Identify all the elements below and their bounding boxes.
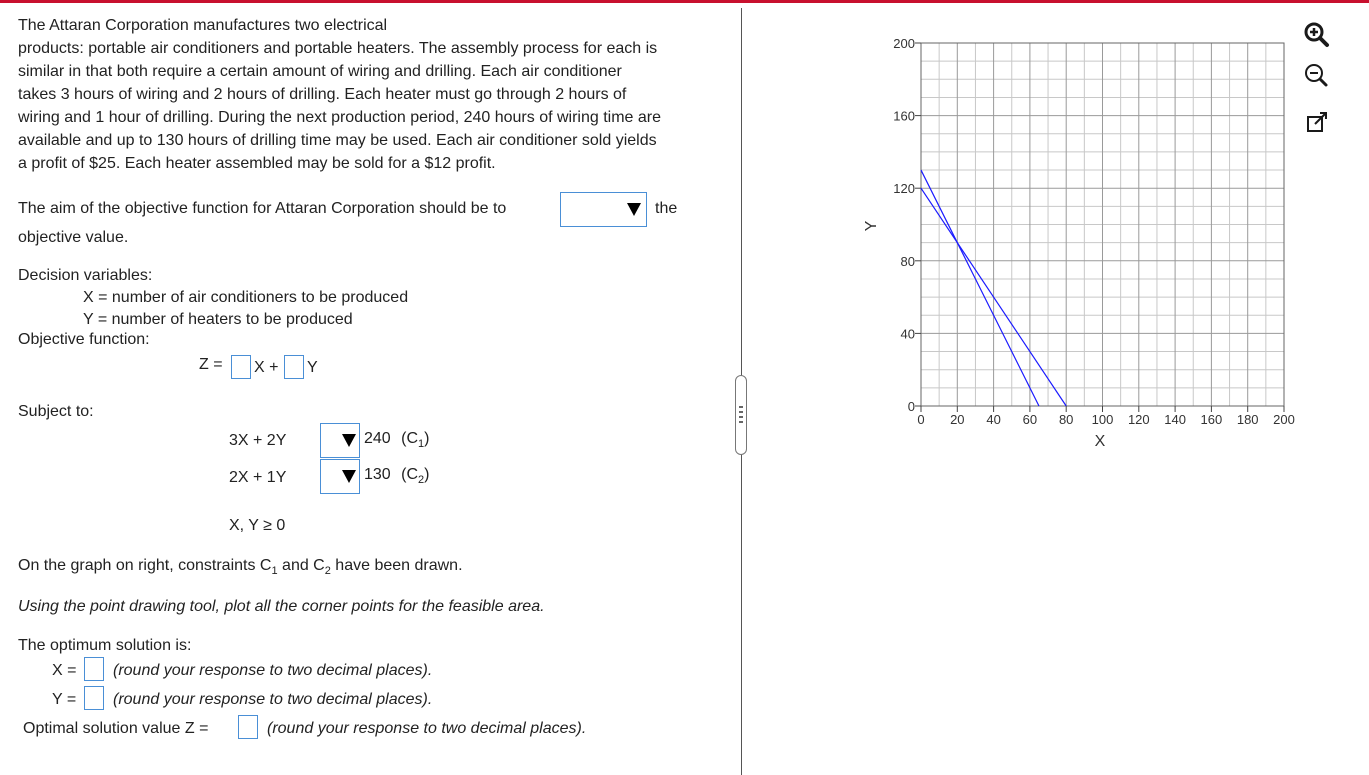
x-tick-label: 120 xyxy=(1127,412,1150,427)
solution-y-label: Y = xyxy=(52,691,77,708)
solution-x-label: X = xyxy=(52,662,77,679)
constraint-1-tag: C xyxy=(406,430,419,447)
x-tick-label: 140 xyxy=(1164,412,1186,427)
constraint-1-lhs: 3X + 2Y xyxy=(229,432,287,449)
x-definition: X = number of air conditioners to be produced xyxy=(83,289,409,306)
x-term-label: X + xyxy=(254,359,279,376)
nonnegativity-constraint: X, Y ≥ 0 xyxy=(229,517,286,534)
y-tick-label: 80 xyxy=(900,253,915,269)
subject-to-heading: Subject to: xyxy=(18,403,94,420)
optimum-solution-heading: The optimum solution is: xyxy=(18,637,192,654)
y-tick-label: 40 xyxy=(900,326,915,342)
constraint-2-rhs-value: 130 xyxy=(364,466,391,483)
y-term-label: Y xyxy=(307,359,318,376)
x-tick-label: 80 xyxy=(1058,412,1074,427)
x-tick-label: 40 xyxy=(986,412,1001,427)
x-tick-label: 200 xyxy=(1273,412,1295,427)
solution-x-hint: (round your response to two decimal places). xyxy=(113,662,433,679)
objective-aim-suffix-2: objective value. xyxy=(18,229,129,246)
constraint-1-tag-sub: 1 xyxy=(418,438,425,450)
y-axis-label: Y xyxy=(863,220,880,232)
x-tick-label: 0 xyxy=(917,412,925,427)
y-tick-labels xyxy=(893,36,915,414)
x-tick-label: 100 xyxy=(1091,412,1114,427)
constraint-1-rhs: 240 $(C_1)$ xyxy=(364,430,430,450)
problem-line: similar in that both require a certain amount of wiring and drilling. Each air conditioner xyxy=(18,63,622,80)
x-tick-label: 20 xyxy=(950,412,965,427)
problem-line: products: portable air conditioners and portable heaters. The assembly process for each is xyxy=(18,40,658,57)
y-tick-label: 120 xyxy=(893,181,915,197)
constraint-2-rhs: 130 $(C_2)$ xyxy=(364,466,430,486)
y-tick-label: 0 xyxy=(907,399,915,414)
problem-line: a profit of $25. Each heater assembled may be sold for a $12 profit. xyxy=(18,155,496,172)
note-sub-2: 2 xyxy=(324,565,331,577)
y-definition: Y = number of heaters to be produced xyxy=(83,311,353,328)
constraint-2-tag: C xyxy=(406,466,419,483)
solution-y-hint: (round your response to two decimal places). xyxy=(113,691,433,708)
objective-function-heading: Objective function: xyxy=(18,331,150,348)
constraint-1-rhs-value: 240 xyxy=(364,430,391,447)
x-tick-label: 60 xyxy=(1022,412,1038,427)
x-tick-labels xyxy=(917,412,1294,427)
y-tick-label: 160 xyxy=(893,108,915,124)
y-tick-label: 200 xyxy=(893,36,915,51)
z-label: Z = xyxy=(199,356,223,373)
point-tool-instruction: Using the point drawing tool, plot all the corner points for the feasible area. xyxy=(18,598,545,615)
note-sub-1: 1 xyxy=(271,565,278,577)
plot-frame xyxy=(915,43,1284,412)
note-text: have been drawn. xyxy=(330,557,463,574)
solution-z-hint: (round your response to two decimal places). xyxy=(267,720,587,737)
expand-icon[interactable] xyxy=(1300,106,1334,140)
problem-line: wiring and 1 hour of drilling. During the next production period, 240 hours of wiring time are xyxy=(18,109,662,126)
x-tick-label: 180 xyxy=(1236,412,1259,427)
problem-line: takes 3 hours of wiring and 2 hours of drilling. Each heater must go through 2 hours of xyxy=(18,86,627,103)
problem-line: available and up to 130 hours of drilling time may be used. Each air conditioner sold yields xyxy=(18,132,657,149)
note-text: and C xyxy=(277,557,325,574)
constraint-2-tag-sub: 2 xyxy=(418,474,425,486)
zoom-out-icon[interactable] xyxy=(1300,59,1334,93)
note-text: On the graph on right, constraints C xyxy=(18,557,272,574)
x-axis-label: X xyxy=(1094,433,1106,450)
problem-line: The Attaran Corporation manufactures two electrical xyxy=(18,17,388,34)
objective-aim-prefix: The aim of the objective function for Attaran Corporation should be to xyxy=(18,200,507,217)
solution-z-label: Optimal solution value Z = xyxy=(23,720,209,737)
decision-variables-heading: Decision variables: xyxy=(18,267,153,284)
x-tick-label: 160 xyxy=(1200,412,1223,427)
objective-aim-suffix: the xyxy=(655,200,678,217)
zoom-in-icon[interactable] xyxy=(1300,18,1334,52)
constraint-2-lhs: 2X + 1Y xyxy=(229,469,287,486)
